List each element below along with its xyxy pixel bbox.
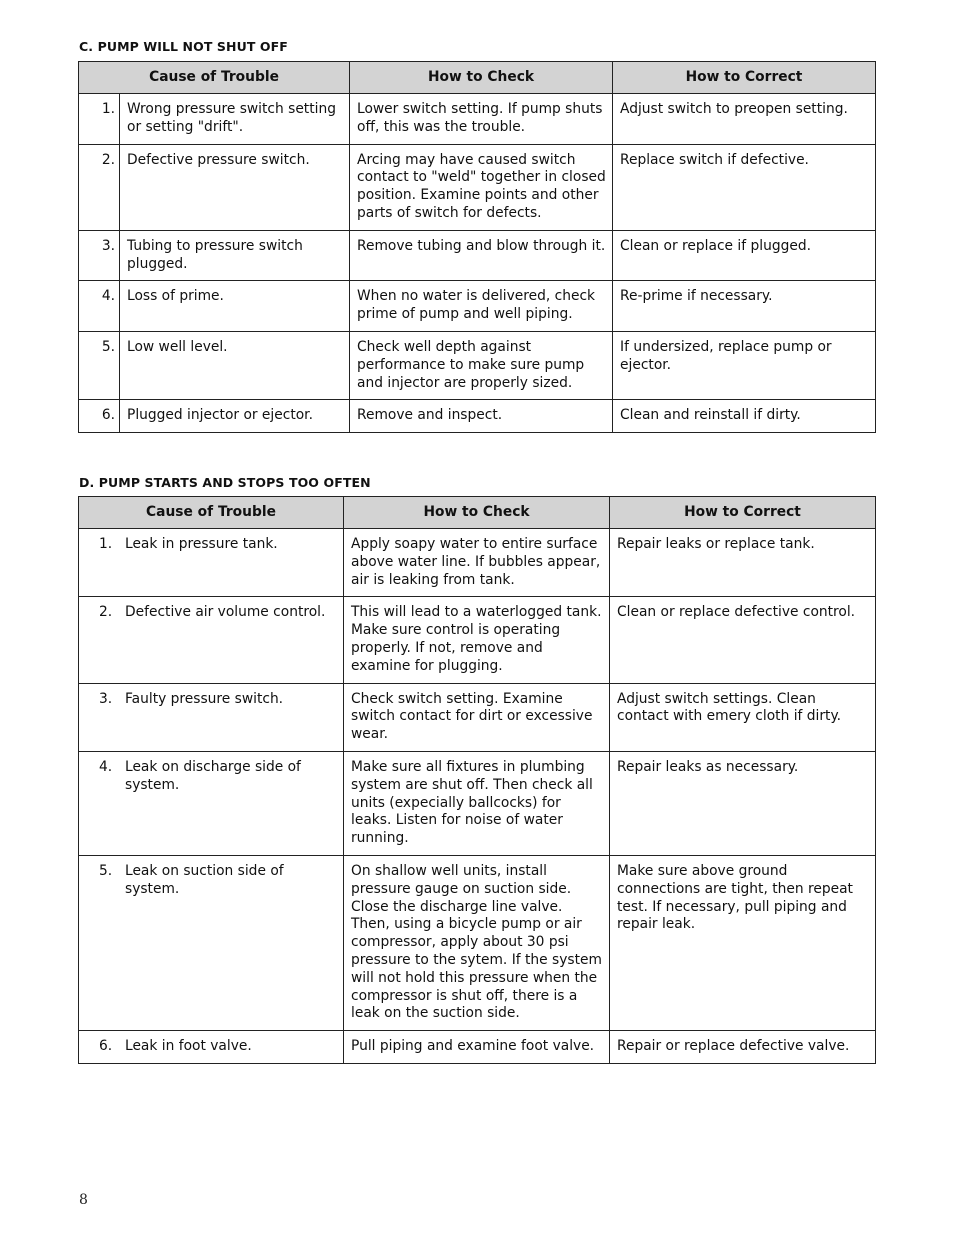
row-number: 2. <box>99 604 113 621</box>
correct-cell: Re-prime if necessary. <box>613 281 876 332</box>
row-number: 6. <box>99 1038 113 1055</box>
pump-will-not-shut-off-table <box>78 61 876 433</box>
correct-cell: Make sure above ground connections are tight, then repeat test. If necessary, pull piping and repair leak. <box>610 855 876 1030</box>
cause-cell: Low well level. <box>120 331 350 399</box>
row-number: 2. <box>79 144 120 230</box>
cause-text: Leak in foot valve. <box>125 1038 252 1055</box>
table-row <box>79 144 876 230</box>
correct-cell: Repair leaks or replace tank. <box>610 529 876 597</box>
header-cause: Cause of Trouble <box>79 62 350 94</box>
correct-cell: Replace switch if defective. <box>613 144 876 230</box>
check-cell: Check switch setting. Examine switch contact for dirt or excessive wear. <box>344 683 610 751</box>
cause-cell: Defective pressure switch. <box>120 144 350 230</box>
cause-text: Leak on discharge side of system. <box>125 758 301 793</box>
cause-cell <box>79 683 344 751</box>
correct-cell: Clean or replace if plugged. <box>613 230 876 281</box>
cause-text: Leak in pressure tank. <box>125 536 278 552</box>
table-row <box>79 1031 876 1064</box>
cause-cell <box>79 1031 344 1064</box>
correct-cell: If undersized, replace pump or ejector. <box>613 331 876 399</box>
row-number: 4. <box>79 281 120 332</box>
check-cell: This will lead to a waterlogged tank. Make sure control is operating properly. If not, remove and examine for plugging. <box>344 597 610 683</box>
table-row <box>79 855 876 1030</box>
check-cell: Pull piping and examine foot valve. <box>344 1031 610 1064</box>
cause-cell <box>79 529 344 597</box>
cause-cell: Plugged injector or ejector. <box>120 400 350 433</box>
row-number: 1. <box>99 536 113 552</box>
header-check: How to Check <box>350 62 613 94</box>
table-row <box>79 529 876 597</box>
section-d-title: D. PUMP STARTS AND STOPS TOO OFTEN <box>79 475 371 490</box>
table-header-row <box>79 62 876 94</box>
correct-cell: Adjust switch to preopen setting. <box>613 94 876 145</box>
cause-cell <box>79 597 344 683</box>
correct-cell: Repair leaks as necessary. <box>610 751 876 855</box>
header-cause: Cause of Trouble <box>79 497 344 529</box>
check-cell: Lower switch setting. If pump shuts off, this was the trouble. <box>350 94 613 145</box>
check-cell: Check well depth against performance to make sure pump and injector are properly sized. <box>350 331 613 399</box>
row-number: 6. <box>79 400 120 433</box>
check-cell: Apply soapy water to entire surface above water line. If bubbles appear, air is leaking from tank. <box>344 529 610 597</box>
check-cell: Remove tubing and blow through it. <box>350 230 613 281</box>
table-row <box>79 683 876 751</box>
cause-cell <box>79 855 344 1030</box>
table-row <box>79 230 876 281</box>
row-number: 4. <box>99 758 113 775</box>
check-cell: On shallow well units, install pressure gauge on suction side. Close the discharge line valve. Then, using a bicycle pump or air compressor, apply about 30 psi pressure to the sytem. If the system will not hold this pressure when the compressor is shut off, there is a leak on the suction side. <box>344 855 610 1030</box>
row-number: 3. <box>79 230 120 281</box>
correct-cell: Clean and reinstall if dirty. <box>613 400 876 433</box>
table-row <box>79 94 876 145</box>
table-row <box>79 400 876 433</box>
check-cell: Make sure all fixtures in plumbing system are shut off. Then check all units (expecially ballcocks) for leaks. Listen for noise of water running. <box>344 751 610 855</box>
cause-cell: Loss of prime. <box>120 281 350 332</box>
table-row <box>79 331 876 399</box>
row-number: 5. <box>99 862 113 879</box>
row-number: 5. <box>79 331 120 399</box>
table-row <box>79 597 876 683</box>
table-header-row <box>79 497 876 529</box>
cause-cell: Wrong pressure switch setting or setting "drift". <box>120 94 350 145</box>
header-correct: How to Correct <box>613 62 876 94</box>
correct-cell: Repair or replace defective valve. <box>610 1031 876 1064</box>
table-row <box>79 281 876 332</box>
row-number: 1. <box>79 94 120 145</box>
check-cell: Remove and inspect. <box>350 400 613 433</box>
cause-cell: Tubing to pressure switch plugged. <box>120 230 350 281</box>
check-cell: Arcing may have caused switch contact to "weld" together in closed position. Examine points and other parts of switch for defects. <box>350 144 613 230</box>
check-cell: When no water is delivered, check prime of pump and well piping. <box>350 281 613 332</box>
correct-cell: Clean or replace defective control. <box>610 597 876 683</box>
row-number: 3. <box>99 690 113 707</box>
header-correct: How to Correct <box>610 497 876 529</box>
cause-text: Defective air volume control. <box>125 604 326 621</box>
pump-starts-and-stops-too-often-table <box>78 496 876 1064</box>
cause-text: Faulty pressure switch. <box>125 690 284 707</box>
correct-cell: Adjust switch settings. Clean contact with emery cloth if dirty. <box>610 683 876 751</box>
table-row <box>79 751 876 855</box>
page-number: 8 <box>79 1192 88 1208</box>
section-c-title: C. PUMP WILL NOT SHUT OFF <box>79 39 288 54</box>
header-check: How to Check <box>344 497 610 529</box>
cause-text: Leak on suction side of system. <box>125 862 284 897</box>
cause-cell <box>79 751 344 855</box>
